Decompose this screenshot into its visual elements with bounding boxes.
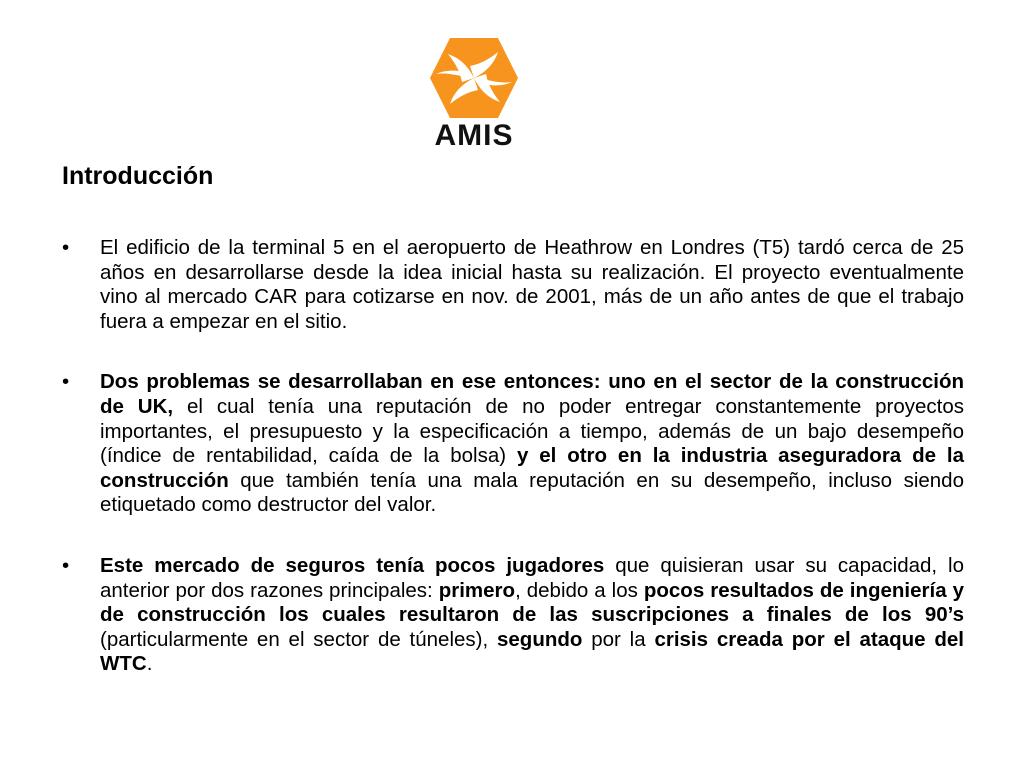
bullet-marker: • bbox=[62, 370, 70, 394]
text-segment: . bbox=[146, 652, 153, 676]
text-segment: El edificio de la terminal 5 en el aeropuerto de Heathrow en Londres (T5) tardó cerca de 25 años en desarrollarse desde la idea inicial hasta su realización. El proyecto eventualmente vino al mercado CAR para cotizarse en nov. de 2001, más de un año antes de que el trabajo fuera a empezar en el sitio. bbox=[100, 236, 964, 333]
bullet-text-3 bbox=[100, 554, 964, 677]
amis-logo-mark bbox=[414, 36, 534, 120]
bullet-list bbox=[62, 236, 964, 677]
amis-logo bbox=[414, 36, 534, 154]
text-segment: (particularmente en el sector de túneles), bbox=[100, 627, 497, 651]
bullet-text-2 bbox=[100, 370, 964, 518]
text-segment: por la bbox=[582, 627, 655, 651]
bullet-marker: • bbox=[62, 236, 70, 259]
bullet-item-1 bbox=[62, 236, 964, 334]
bullet-item-2 bbox=[62, 370, 964, 518]
text-segment: el cual tenía una reputación de no poder entregar constantemente proyectos importantes, el presupuesto y la especificación a tiempo, además de un bajo desempeño (índice de rentabilidad, caída de la bolsa) bbox=[100, 394, 964, 468]
text-segment: que quisieran usar su capacidad, lo anterior por dos razones principales: bbox=[100, 553, 964, 602]
bold-segment: segundo bbox=[497, 627, 583, 651]
bullet-item-3 bbox=[62, 554, 964, 677]
bold-segment: pocos resultados de ingeniería y de construcción los cuales resultaron de las suscripciones a finales de los 90’s bbox=[100, 578, 964, 627]
bold-segment: Dos problemas se desarrollaban en ese entonces: uno en el sector de la construcción de UK, bbox=[100, 370, 964, 418]
amis-logo-text: AMIS bbox=[434, 119, 514, 152]
bold-segment: y el otro en la industria aseguradora de la construcción bbox=[100, 444, 964, 492]
text-segment: , debido a los bbox=[515, 578, 644, 602]
bold-segment: Este mercado de seguros tenía pocos jugadores bbox=[100, 553, 605, 577]
bullet-text-1 bbox=[100, 236, 964, 334]
bold-segment: crisis creada por el ataque del WTC bbox=[100, 627, 965, 676]
bullet-marker: • bbox=[62, 553, 70, 577]
text-segment: que también tenía una mala reputación en su desempeño, incluso siendo etiquetado como destructor del valor. bbox=[100, 468, 964, 517]
slide-title: Introducción bbox=[62, 162, 214, 190]
bold-segment: primero bbox=[438, 578, 516, 602]
